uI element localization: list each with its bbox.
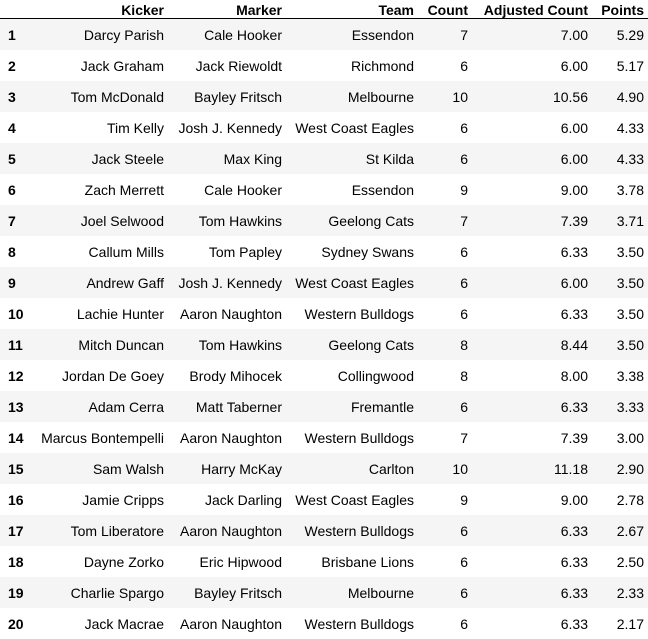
count-cell: 6 — [418, 546, 472, 577]
table-row — [0, 515, 648, 546]
kicker-cell: Marcus Bontempelli — [28, 422, 168, 453]
kicker-cell: Zach Merrett — [28, 174, 168, 205]
marker-cell: Harry McKay — [168, 453, 286, 484]
row-index: 14 — [0, 422, 28, 453]
kicker-cell: Andrew Gaff — [28, 267, 168, 298]
team-cell: West Coast Eagles — [286, 112, 418, 143]
table-row — [0, 143, 648, 174]
kicker-cell: Tom McDonald — [28, 81, 168, 112]
adjusted-count-cell: 6.33 — [472, 577, 592, 608]
adjusted-count-cell: 7.00 — [472, 19, 592, 51]
count-cell: 7 — [418, 422, 472, 453]
header-count: Count — [418, 0, 472, 19]
row-index: 2 — [0, 50, 28, 81]
row-index: 8 — [0, 236, 28, 267]
marker-cell: Max King — [168, 143, 286, 174]
adjusted-count-cell: 6.33 — [472, 391, 592, 422]
header-team: Team — [286, 0, 418, 19]
marker-cell: Jack Darling — [168, 484, 286, 515]
marker-cell: Josh J. Kennedy — [168, 267, 286, 298]
kicker-cell: Callum Mills — [28, 236, 168, 267]
marker-cell: Jack Riewoldt — [168, 50, 286, 81]
adjusted-count-cell: 6.00 — [472, 267, 592, 298]
row-index: 6 — [0, 174, 28, 205]
team-cell: Western Bulldogs — [286, 422, 418, 453]
kicker-cell: Jack Graham — [28, 50, 168, 81]
points-cell: 3.71 — [592, 205, 648, 236]
table-row — [0, 112, 648, 143]
team-cell: Melbourne — [286, 577, 418, 608]
team-cell: Brisbane Lions — [286, 546, 418, 577]
row-index: 1 — [0, 19, 28, 51]
count-cell: 8 — [418, 360, 472, 391]
marker-cell: Eric Hipwood — [168, 546, 286, 577]
points-cell: 2.50 — [592, 546, 648, 577]
row-index: 10 — [0, 298, 28, 329]
marker-cell: Aaron Naughton — [168, 515, 286, 546]
kicker-cell: Joel Selwood — [28, 205, 168, 236]
adjusted-count-cell: 9.00 — [472, 174, 592, 205]
team-cell: Carlton — [286, 453, 418, 484]
count-cell: 10 — [418, 453, 472, 484]
table-row — [0, 81, 648, 112]
table-row — [0, 329, 648, 360]
adjusted-count-cell: 6.00 — [472, 112, 592, 143]
team-cell: Western Bulldogs — [286, 298, 418, 329]
adjusted-count-cell: 8.00 — [472, 360, 592, 391]
points-cell: 3.38 — [592, 360, 648, 391]
points-cell: 3.00 — [592, 422, 648, 453]
marker-cell: Tom Hawkins — [168, 329, 286, 360]
header-marker: Marker — [168, 0, 286, 19]
team-cell: Western Bulldogs — [286, 608, 418, 639]
count-cell: 10 — [418, 81, 472, 112]
row-index: 17 — [0, 515, 28, 546]
row-index: 9 — [0, 267, 28, 298]
table-row — [0, 50, 648, 81]
table-header — [0, 0, 648, 19]
marker-cell: Tom Papley — [168, 236, 286, 267]
row-index: 11 — [0, 329, 28, 360]
row-index: 4 — [0, 112, 28, 143]
team-cell: Fremantle — [286, 391, 418, 422]
count-cell: 7 — [418, 19, 472, 51]
points-cell: 2.67 — [592, 515, 648, 546]
header-adjusted-count: Adjusted Count — [472, 0, 592, 19]
adjusted-count-cell: 7.39 — [472, 205, 592, 236]
kicker-cell: Tim Kelly — [28, 112, 168, 143]
kicker-cell: Adam Cerra — [28, 391, 168, 422]
points-cell: 2.33 — [592, 577, 648, 608]
kicker-cell: Dayne Zorko — [28, 546, 168, 577]
team-cell: Geelong Cats — [286, 205, 418, 236]
team-cell: Sydney Swans — [286, 236, 418, 267]
count-cell: 6 — [418, 236, 472, 267]
table-row — [0, 236, 648, 267]
marker-cell: Josh J. Kennedy — [168, 112, 286, 143]
adjusted-count-cell: 9.00 — [472, 484, 592, 515]
points-cell: 4.90 — [592, 81, 648, 112]
count-cell: 6 — [418, 50, 472, 81]
table-body — [0, 19, 648, 639]
marker-cell: Aaron Naughton — [168, 608, 286, 639]
kicker-cell: Jack Steele — [28, 143, 168, 174]
marker-cell: Bayley Fritsch — [168, 81, 286, 112]
kicker-cell: Jordan De Goey — [28, 360, 168, 391]
points-cell: 3.50 — [592, 298, 648, 329]
adjusted-count-cell: 11.18 — [472, 453, 592, 484]
table-row — [0, 174, 648, 205]
marker-cell: Aaron Naughton — [168, 422, 286, 453]
kicker-cell: Jack Macrae — [28, 608, 168, 639]
count-cell: 6 — [418, 391, 472, 422]
kicker-cell: Sam Walsh — [28, 453, 168, 484]
table-row — [0, 267, 648, 298]
table-row — [0, 19, 648, 51]
table-row — [0, 360, 648, 391]
points-cell: 4.33 — [592, 143, 648, 174]
table-row — [0, 422, 648, 453]
points-cell: 5.29 — [592, 19, 648, 51]
team-cell: Geelong Cats — [286, 329, 418, 360]
table-row — [0, 577, 648, 608]
marker-cell: Tom Hawkins — [168, 205, 286, 236]
header-row — [0, 0, 648, 19]
marker-cell: Matt Taberner — [168, 391, 286, 422]
points-cell: 5.17 — [592, 50, 648, 81]
header-kicker: Kicker — [28, 0, 168, 19]
table-row — [0, 453, 648, 484]
team-cell: West Coast Eagles — [286, 484, 418, 515]
adjusted-count-cell: 6.33 — [472, 608, 592, 639]
row-index: 12 — [0, 360, 28, 391]
row-index: 16 — [0, 484, 28, 515]
row-index: 5 — [0, 143, 28, 174]
points-cell: 3.78 — [592, 174, 648, 205]
adjusted-count-cell: 6.33 — [472, 546, 592, 577]
table-row — [0, 484, 648, 515]
table-row — [0, 546, 648, 577]
team-cell: Richmond — [286, 50, 418, 81]
table-row — [0, 205, 648, 236]
row-index: 20 — [0, 608, 28, 639]
team-cell: Melbourne — [286, 81, 418, 112]
adjusted-count-cell: 10.56 — [472, 81, 592, 112]
points-cell: 2.78 — [592, 484, 648, 515]
team-cell: Western Bulldogs — [286, 515, 418, 546]
table-row — [0, 298, 648, 329]
header-points: Points — [592, 0, 648, 19]
team-cell: Essendon — [286, 19, 418, 51]
points-cell: 3.50 — [592, 236, 648, 267]
count-cell: 6 — [418, 577, 472, 608]
adjusted-count-cell: 8.44 — [472, 329, 592, 360]
table-row — [0, 608, 648, 639]
adjusted-count-cell: 6.00 — [472, 143, 592, 174]
row-index: 13 — [0, 391, 28, 422]
kicker-cell: Lachie Hunter — [28, 298, 168, 329]
count-cell: 9 — [418, 484, 472, 515]
points-cell: 3.33 — [592, 391, 648, 422]
points-cell: 2.90 — [592, 453, 648, 484]
adjusted-count-cell: 6.00 — [472, 50, 592, 81]
row-index: 15 — [0, 453, 28, 484]
kicker-cell: Jamie Cripps — [28, 484, 168, 515]
points-cell: 4.33 — [592, 112, 648, 143]
count-cell: 6 — [418, 298, 472, 329]
count-cell: 6 — [418, 143, 472, 174]
adjusted-count-cell: 7.39 — [472, 422, 592, 453]
row-index: 19 — [0, 577, 28, 608]
count-cell: 9 — [418, 174, 472, 205]
team-cell: West Coast Eagles — [286, 267, 418, 298]
row-index: 7 — [0, 205, 28, 236]
count-cell: 8 — [418, 329, 472, 360]
count-cell: 6 — [418, 112, 472, 143]
marker-cell: Cale Hooker — [168, 174, 286, 205]
points-cell: 3.50 — [592, 329, 648, 360]
marker-cell: Aaron Naughton — [168, 298, 286, 329]
kicker-cell: Tom Liberatore — [28, 515, 168, 546]
row-index: 18 — [0, 546, 28, 577]
kicker-cell: Darcy Parish — [28, 19, 168, 51]
kicker-cell: Charlie Spargo — [28, 577, 168, 608]
adjusted-count-cell: 6.33 — [472, 515, 592, 546]
count-cell: 6 — [418, 608, 472, 639]
kicker-cell: Mitch Duncan — [28, 329, 168, 360]
row-index: 3 — [0, 81, 28, 112]
adjusted-count-cell: 6.33 — [472, 298, 592, 329]
points-cell: 2.17 — [592, 608, 648, 639]
marker-cell: Brody Mihocek — [168, 360, 286, 391]
adjusted-count-cell: 6.33 — [472, 236, 592, 267]
header-index — [0, 0, 28, 19]
count-cell: 6 — [418, 515, 472, 546]
count-cell: 7 — [418, 205, 472, 236]
count-cell: 6 — [418, 267, 472, 298]
points-cell: 3.50 — [592, 267, 648, 298]
team-cell: Collingwood — [286, 360, 418, 391]
marker-cell: Cale Hooker — [168, 19, 286, 51]
team-cell: St Kilda — [286, 143, 418, 174]
table-row — [0, 391, 648, 422]
team-cell: Essendon — [286, 174, 418, 205]
marker-cell: Bayley Fritsch — [168, 577, 286, 608]
